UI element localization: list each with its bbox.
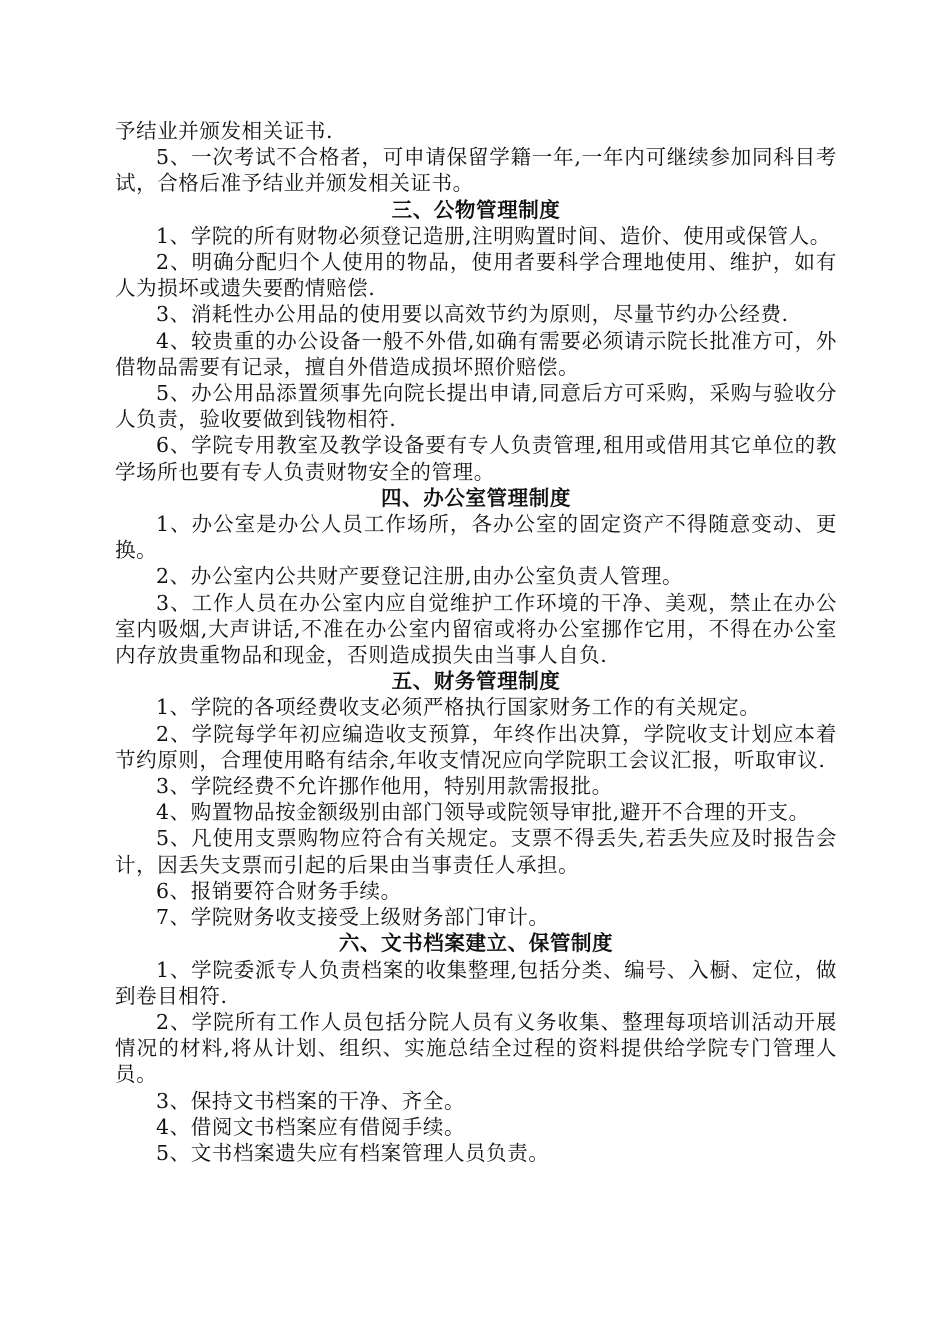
list-item: 4、较贵重的办公设备一般不外借,如确有需要必须请示院长批准方可，外借物品需要有记录，擅自外借造成损坏照价赔偿。 <box>115 328 837 379</box>
list-item: 2、学院所有工作人员包括分院人员有义务收集、整理每项培训活动开展情况的材料,将从计划、组织、实施总结全过程的资料提供给学院专门管理人员。 <box>115 1009 837 1087</box>
list-item: 3、保持文书档案的干净、齐全。 <box>156 1088 466 1113</box>
list-item: 2、学院每学年初应编造收支预算，年终作出决算，学院收支计划应本着节约原则，合理使用略有结余,年收支情况应向学院职工会议汇报，听取审议. <box>115 721 837 772</box>
section-title: 四、办公室管理制度 <box>381 485 571 510</box>
list-item: 1、学院委派专人负责档案的收集整理,包括分类、编号、入橱、定位，做到卷目相符. <box>115 957 837 1008</box>
list-item: 5、办公用品添置须事先向院长提出申请,同意后方可采购，采购与验收分人负责，验收要做到钱物相符. <box>115 381 837 432</box>
list-item: 2、办公室内公共财产要登记注册,由办公室负责人管理。 <box>156 564 684 589</box>
list-item: 3、工作人员在办公室内应自觉维护工作环境的干净、美观，禁止在办公室内吸烟,大声讲话,不准在办公室内留宿或将办公室挪作它用，不得在办公室内存放贵重物品和现金，否则造成损失由当事人自负. <box>115 590 837 668</box>
section-archive-management <box>115 930 837 1166</box>
list-item: 1、学院的各项经费收支必须严格执行国家财务工作的有关规定。 <box>156 695 761 720</box>
list-item: 2、明确分配归个人使用的物品，使用者要科学合理地使用、维护，如有人为损坏或遗失要酌情赔偿. <box>115 250 837 301</box>
list-item: 5、文书档案遗失应有档案管理人员负责。 <box>156 1140 550 1165</box>
list-item: 6、学院专用教室及教学设备要有专人负责管理,租用或借用其它单位的教学场所也要有专人负责财物安全的管理。 <box>115 433 837 484</box>
section-title: 六、文书档案建立、保管制度 <box>338 931 614 956</box>
document-page <box>115 118 837 1166</box>
list-item: 3、学院经费不允许挪作他用，特别用款需报批。 <box>156 774 613 799</box>
list-item: 1、办公室是办公人员工作场所，各办公室的固定资产不得随意变动、更换。 <box>115 512 837 563</box>
list-item: 4、购置物品按金额级别由部门领导或院领导审批,避开不合理的开支。 <box>156 800 810 825</box>
section-title: 五、财务管理制度 <box>391 669 561 694</box>
intro-item-5: 5、一次考试不合格者，可申请保留学籍一年,一年内可继续参加同科目考试，合格后准予结业并颁发相关证书。 <box>115 145 837 196</box>
section-title: 三、公物管理制度 <box>391 197 561 222</box>
list-item: 6、报销要符合财务手续。 <box>156 878 402 903</box>
list-item: 4、借阅文书档案应有借阅手续。 <box>156 1114 466 1139</box>
list-item: 3、消耗性办公用品的使用要以高效节约为原则，尽量节约办公经费. <box>156 302 789 327</box>
list-item: 1、学院的所有财物必须登记造册,注明购置时间、造价、使用或保管人。 <box>156 223 831 248</box>
section-property-management <box>115 197 837 485</box>
intro-continuation: 予结业并颁发相关证书. <box>115 119 334 143</box>
section-office-management <box>115 485 837 668</box>
section-finance-management <box>115 668 837 930</box>
list-item: 5、凡使用支票购物应符合有关规定。支票不得丢失,若丢失应及时报告会计，因丢失支票而引起的后果由当事责任人承担。 <box>115 826 837 877</box>
list-item: 7、学院财务收支接受上级财务部门审计。 <box>156 905 550 930</box>
